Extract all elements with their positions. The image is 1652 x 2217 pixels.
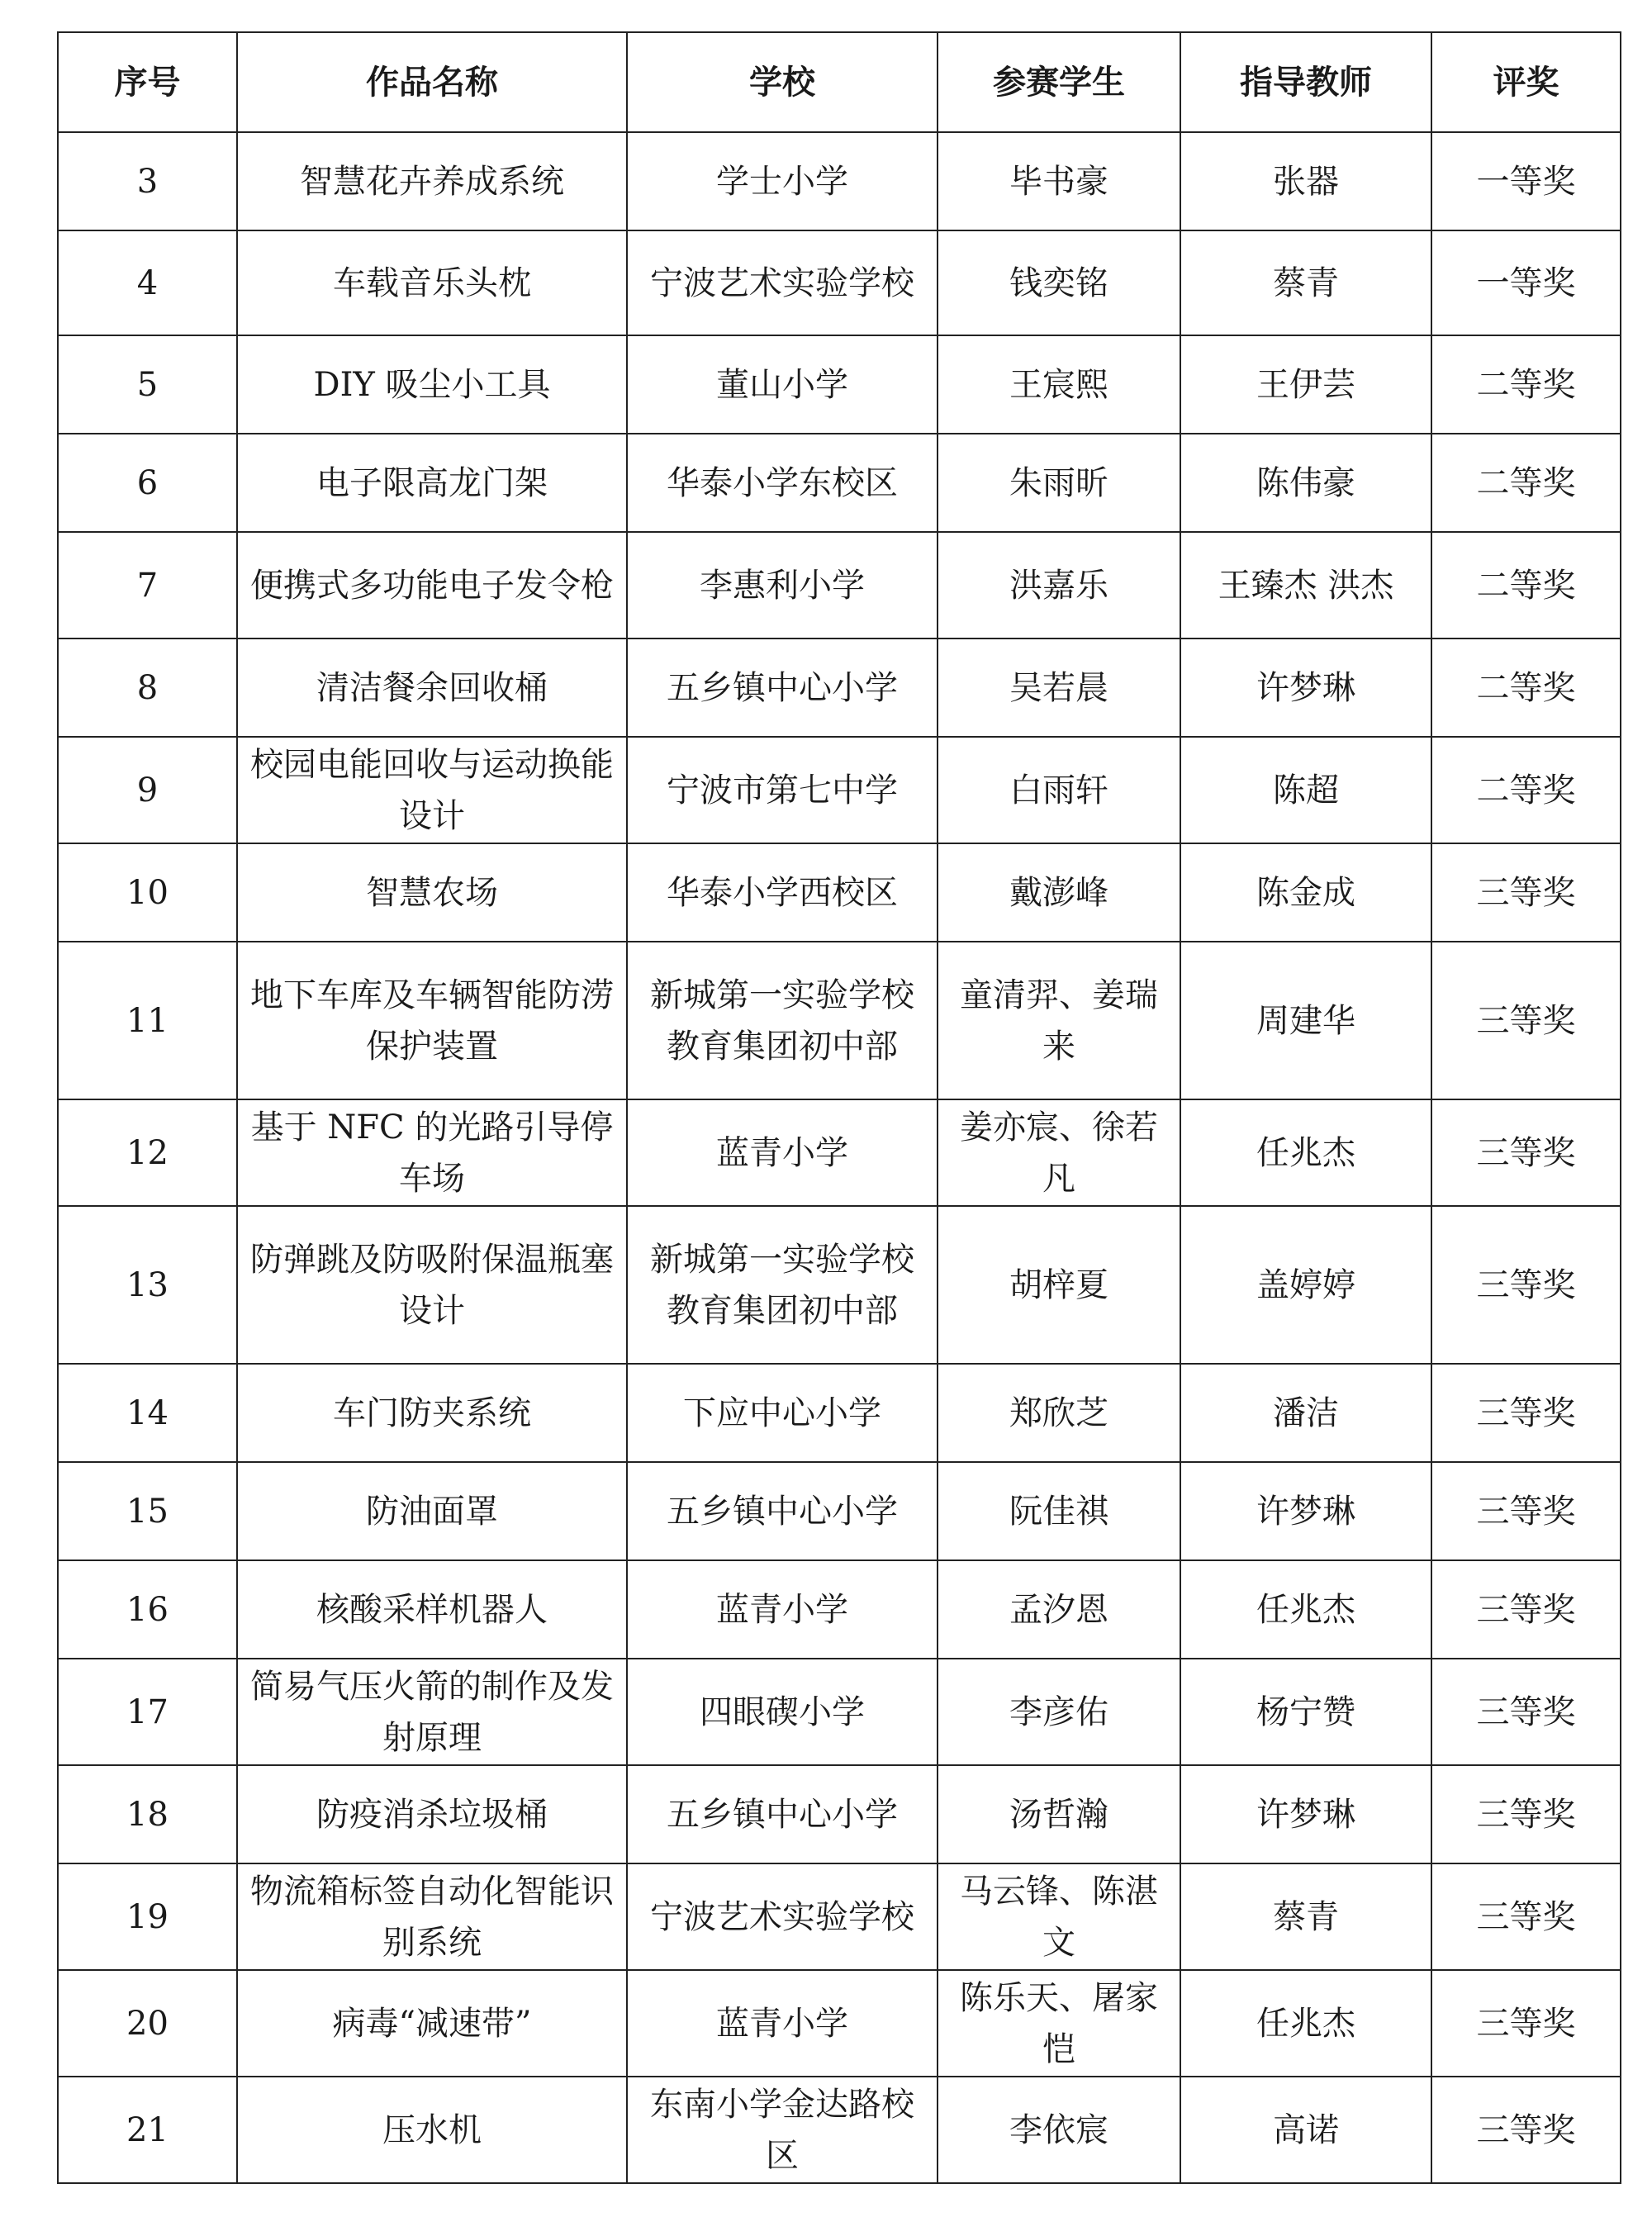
table-row [58,1099,1621,1206]
awards-table [57,31,1621,2184]
cell-work-name: 校园电能回收与运动换能设计 [237,737,627,843]
cell-award: 三等奖 [1431,1206,1621,1364]
cell-work-name: 车载音乐头枕 [237,230,627,335]
cell-index: 20 [58,1970,237,2077]
cell-teacher: 任兆杰 [1180,1099,1431,1206]
cell-students: 胡梓夏 [938,1206,1180,1364]
header-index: 序号 [58,32,237,132]
cell-school: 华泰小学东校区 [627,434,938,532]
cell-school: 五乡镇中心小学 [627,1462,938,1560]
cell-index: 5 [58,335,237,434]
cell-students: 王宸熙 [938,335,1180,434]
table-row [58,639,1621,737]
cell-school: 蓝青小学 [627,1099,938,1206]
table-row [58,1560,1621,1659]
cell-teacher: 陈超 [1180,737,1431,843]
table-row [58,843,1621,942]
cell-students: 郑欣芝 [938,1364,1180,1462]
cell-award: 三等奖 [1431,843,1621,942]
cell-teacher: 许梦琳 [1180,1765,1431,1863]
cell-school: 新城第一实验学校教育集团初中部 [627,942,938,1099]
cell-students: 朱雨昕 [938,434,1180,532]
cell-school: 华泰小学西校区 [627,843,938,942]
cell-teacher: 陈金成 [1180,843,1431,942]
cell-work-name: 压水机 [237,2077,627,2183]
cell-work-name: 智慧农场 [237,843,627,942]
cell-school: 董山小学 [627,335,938,434]
cell-students: 姜亦宸、徐若凡 [938,1099,1180,1206]
header-award: 评奖 [1431,32,1621,132]
cell-work-name: 基于 NFC 的光路引导停车场 [237,1099,627,1206]
cell-index: 6 [58,434,237,532]
cell-teacher: 王伊芸 [1180,335,1431,434]
table-row [58,1206,1621,1364]
cell-index: 3 [58,132,237,230]
cell-school: 宁波艺术实验学校 [627,1863,938,1970]
cell-index: 12 [58,1099,237,1206]
cell-teacher: 潘洁 [1180,1364,1431,1462]
table-header-row [58,32,1621,132]
table-row [58,2077,1621,2183]
cell-work-name: 物流箱标签自动化智能识别系统 [237,1863,627,1970]
cell-award: 三等奖 [1431,1659,1621,1765]
cell-school: 新城第一实验学校教育集团初中部 [627,1206,938,1364]
cell-school: 四眼碶小学 [627,1659,938,1765]
cell-index: 7 [58,532,237,639]
cell-school: 东南小学金达路校区 [627,2077,938,2183]
cell-students: 孟汐恩 [938,1560,1180,1659]
cell-teacher: 任兆杰 [1180,1560,1431,1659]
cell-students: 李依宸 [938,2077,1180,2183]
cell-teacher: 高诺 [1180,2077,1431,2183]
table-row [58,942,1621,1099]
header-work-name: 作品名称 [237,32,627,132]
cell-students: 戴澎峰 [938,843,1180,942]
cell-index: 17 [58,1659,237,1765]
cell-school: 宁波市第七中学 [627,737,938,843]
cell-award: 一等奖 [1431,132,1621,230]
cell-work-name: DIY 吸尘小工具 [237,335,627,434]
table-row [58,737,1621,843]
table-row [58,1462,1621,1560]
cell-award: 三等奖 [1431,1863,1621,1970]
cell-teacher: 许梦琳 [1180,639,1431,737]
table-row [58,335,1621,434]
cell-award: 一等奖 [1431,230,1621,335]
cell-teacher: 张器 [1180,132,1431,230]
cell-award: 三等奖 [1431,2077,1621,2183]
cell-teacher: 蔡青 [1180,1863,1431,1970]
table-row [58,1863,1621,1970]
cell-teacher: 许梦琳 [1180,1462,1431,1560]
cell-teacher: 蔡青 [1180,230,1431,335]
cell-work-name: 简易气压火箭的制作及发射原理 [237,1659,627,1765]
cell-school: 下应中心小学 [627,1364,938,1462]
cell-students: 李彦佑 [938,1659,1180,1765]
cell-award: 三等奖 [1431,1099,1621,1206]
cell-index: 18 [58,1765,237,1863]
cell-students: 毕书豪 [938,132,1180,230]
cell-work-name: 清洁餐余回收桶 [237,639,627,737]
cell-award: 二等奖 [1431,532,1621,639]
cell-index: 11 [58,942,237,1099]
cell-students: 阮佳祺 [938,1462,1180,1560]
table-row [58,1765,1621,1863]
cell-teacher: 王臻杰 洪杰 [1180,532,1431,639]
cell-students: 汤哲瀚 [938,1765,1180,1863]
cell-award: 三等奖 [1431,1970,1621,2077]
cell-award: 二等奖 [1431,335,1621,434]
cell-index: 8 [58,639,237,737]
header-students: 参赛学生 [938,32,1180,132]
cell-index: 13 [58,1206,237,1364]
cell-work-name: 病毒“减速带” [237,1970,627,2077]
cell-work-name: 地下车库及车辆智能防涝保护装置 [237,942,627,1099]
cell-school: 李惠利小学 [627,532,938,639]
cell-teacher: 周建华 [1180,942,1431,1099]
cell-students: 马云锋、陈湛文 [938,1863,1180,1970]
cell-work-name: 电子限高龙门架 [237,434,627,532]
table-row [58,532,1621,639]
table-row [58,230,1621,335]
cell-index: 19 [58,1863,237,1970]
table-row [58,132,1621,230]
cell-index: 14 [58,1364,237,1462]
cell-school: 宁波艺术实验学校 [627,230,938,335]
cell-index: 21 [58,2077,237,2183]
cell-award: 三等奖 [1431,1364,1621,1462]
cell-award: 三等奖 [1431,1765,1621,1863]
cell-students: 童清羿、姜瑞来 [938,942,1180,1099]
cell-work-name: 防油面罩 [237,1462,627,1560]
cell-work-name: 智慧花卉养成系统 [237,132,627,230]
cell-index: 4 [58,230,237,335]
cell-work-name: 核酸采样机器人 [237,1560,627,1659]
cell-award: 三等奖 [1431,942,1621,1099]
cell-index: 9 [58,737,237,843]
table-row [58,1970,1621,2077]
cell-work-name: 防疫消杀垃圾桶 [237,1765,627,1863]
cell-school: 五乡镇中心小学 [627,1765,938,1863]
cell-award: 三等奖 [1431,1560,1621,1659]
cell-index: 16 [58,1560,237,1659]
cell-work-name: 防弹跳及防吸附保温瓶塞设计 [237,1206,627,1364]
cell-work-name: 便携式多功能电子发令枪 [237,532,627,639]
cell-award: 二等奖 [1431,434,1621,532]
cell-teacher: 杨宁赞 [1180,1659,1431,1765]
header-school: 学校 [627,32,938,132]
cell-students: 陈乐天、屠家恺 [938,1970,1180,2077]
table-row [58,1659,1621,1765]
cell-teacher: 盖婷婷 [1180,1206,1431,1364]
cell-school: 蓝青小学 [627,1560,938,1659]
cell-award: 三等奖 [1431,1462,1621,1560]
cell-award: 二等奖 [1431,639,1621,737]
cell-index: 10 [58,843,237,942]
cell-award: 二等奖 [1431,737,1621,843]
cell-school: 蓝青小学 [627,1970,938,2077]
cell-students: 白雨轩 [938,737,1180,843]
header-teacher: 指导教师 [1180,32,1431,132]
cell-students: 吴若晨 [938,639,1180,737]
cell-teacher: 陈伟豪 [1180,434,1431,532]
cell-students: 洪嘉乐 [938,532,1180,639]
cell-index: 15 [58,1462,237,1560]
cell-teacher: 任兆杰 [1180,1970,1431,2077]
cell-students: 钱奕铭 [938,230,1180,335]
table-row [58,1364,1621,1462]
cell-school: 五乡镇中心小学 [627,639,938,737]
cell-school: 学士小学 [627,132,938,230]
table-row [58,434,1621,532]
cell-work-name: 车门防夹系统 [237,1364,627,1462]
